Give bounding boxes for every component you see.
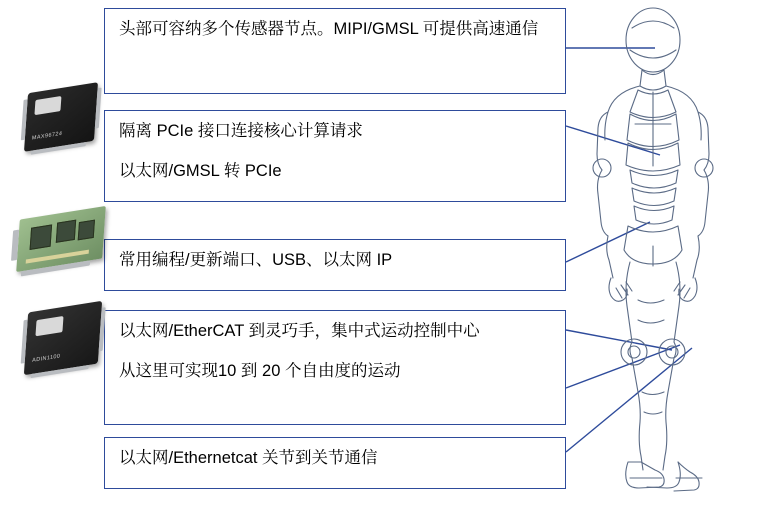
chip-body xyxy=(24,301,102,375)
chip-body xyxy=(24,82,98,152)
chip-image-evaluation-board xyxy=(18,213,104,265)
callout-pcie-line1: 隔离 PCIe 接口连接核心计算请求 xyxy=(119,122,363,140)
callout-pcie xyxy=(104,110,566,202)
callout-usb-line1: 常用编程/更新端口、USB、以太网 IP xyxy=(119,251,393,269)
analog-devices-logo-icon xyxy=(35,96,61,115)
chip-image-adin1100 xyxy=(26,307,100,369)
chip-body xyxy=(16,206,106,272)
callout-head-text: 头部可容纳多个传感器节点。MIPI/GMSL 可提供高速通信 xyxy=(119,20,539,38)
callout-head xyxy=(104,8,566,94)
callout-joint xyxy=(104,437,566,489)
chip-part-label: MAX96724 xyxy=(31,130,63,142)
callout-joint-line1: 以太网/Ethernetcat 关节到关节通信 xyxy=(119,449,378,467)
chip-part-label: ADIN1100 xyxy=(31,353,61,365)
humanoid-robot-illustration xyxy=(580,0,775,509)
analog-devices-logo-icon xyxy=(35,316,63,337)
callout-usb xyxy=(104,239,566,291)
callout-pcie-line2: 以太网/GMSL 转 PCIe xyxy=(119,161,282,180)
callout-motion-line1: 以太网/EtherCAT 到灵巧手，集中式运动控制中心 xyxy=(119,322,480,340)
callout-motion-line2: 从这里可实现10 到 20 个自由度的运动 xyxy=(119,361,401,380)
chip-image-max96724 xyxy=(26,88,96,146)
callout-motion xyxy=(104,310,566,425)
